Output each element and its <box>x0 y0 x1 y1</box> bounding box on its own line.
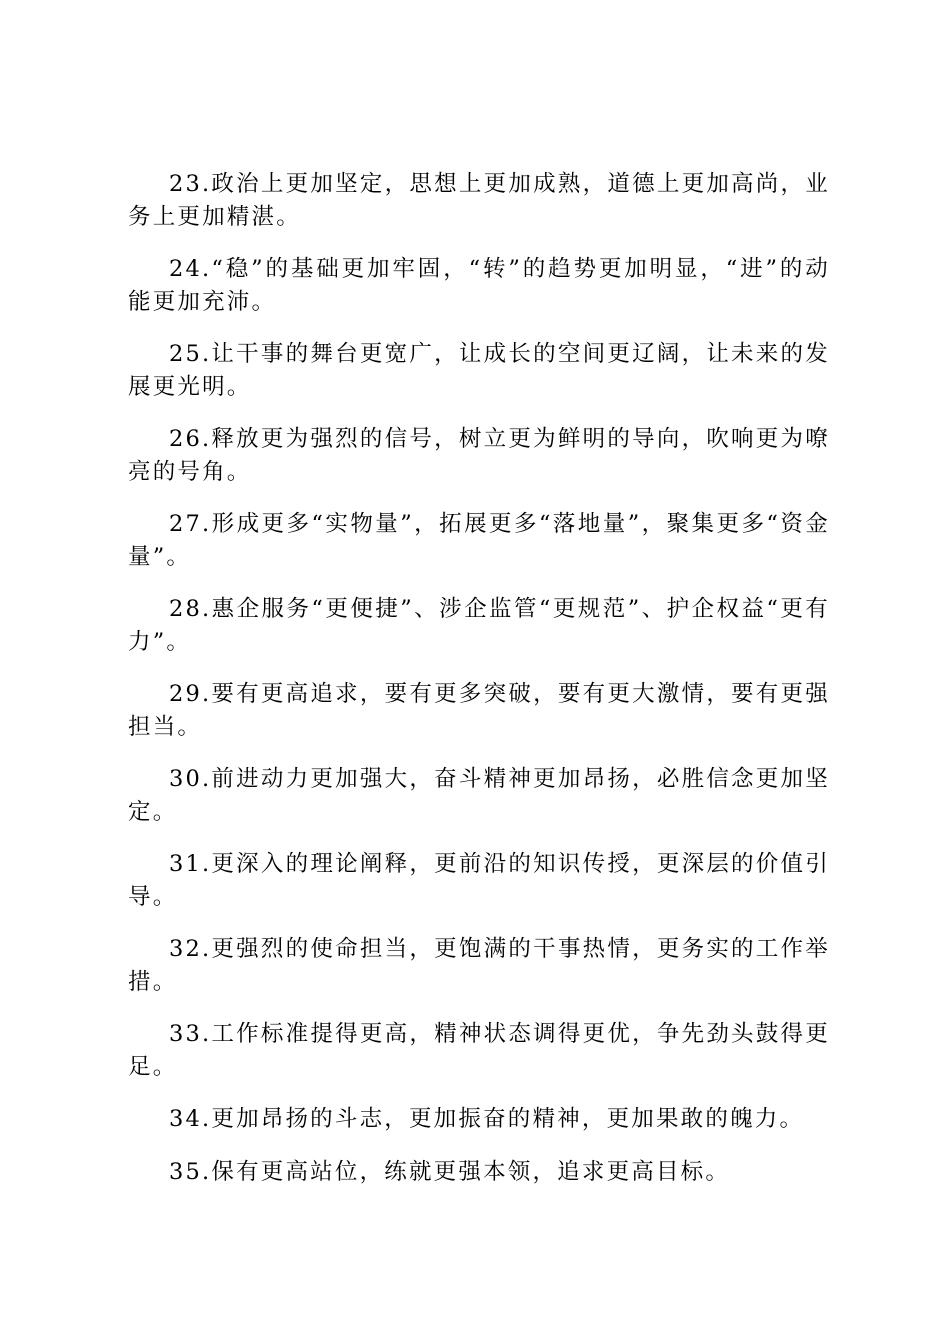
list-item-29: 29.要有更高追求，要有更多突破，要有更大激情，要有更强担当。 <box>128 681 830 740</box>
list-item-27: 27.形成更多“实物量”，拓展更多“落地量”，聚集更多“资金量”。 <box>128 511 830 570</box>
list-item-34: 34.更加昂扬的斗志，更加振奋的精神，更加果敢的魄力。 <box>169 1106 805 1132</box>
list-item-28: 28.惠企服务“更便捷”、涉企监管“更规范”、护企权益“更有力”。 <box>128 596 830 655</box>
list-item-26: 26.释放更为强烈的信号，树立更为鲜明的导向，吹响更为嘹亮的号角。 <box>128 426 830 485</box>
list-item-25: 25.让干事的舞台更宽广，让成长的空间更辽阔，让未来的发展更光明。 <box>128 341 830 400</box>
list-item-30: 30.前进动力更加强大，奋斗精神更加昂扬，必胜信念更加坚定。 <box>128 766 830 825</box>
list-item-33: 33.工作标准提得更高，精神状态调得更优，争先劲头鼓得更足。 <box>128 1021 830 1080</box>
list-item-23: 23.政治上更加坚定，思想上更加成熟，道德上更加高尚，业务上更加精湛。 <box>128 171 830 230</box>
list-item-31: 31.更深入的理论阐释，更前沿的知识传授，更深层的价值引导。 <box>128 851 830 910</box>
list-item-32: 32.更强烈的使命担当，更饱满的干事热情，更务实的工作举措。 <box>128 936 830 995</box>
document-body <box>128 168 830 1209</box>
list-item-35: 35.保有更高站位，练就更强本领，追求更高目标。 <box>169 1159 731 1185</box>
list-item-24: 24.“稳”的基础更加牢固，“转”的趋势更加明显，“进”的动能更加充沛。 <box>128 256 830 315</box>
